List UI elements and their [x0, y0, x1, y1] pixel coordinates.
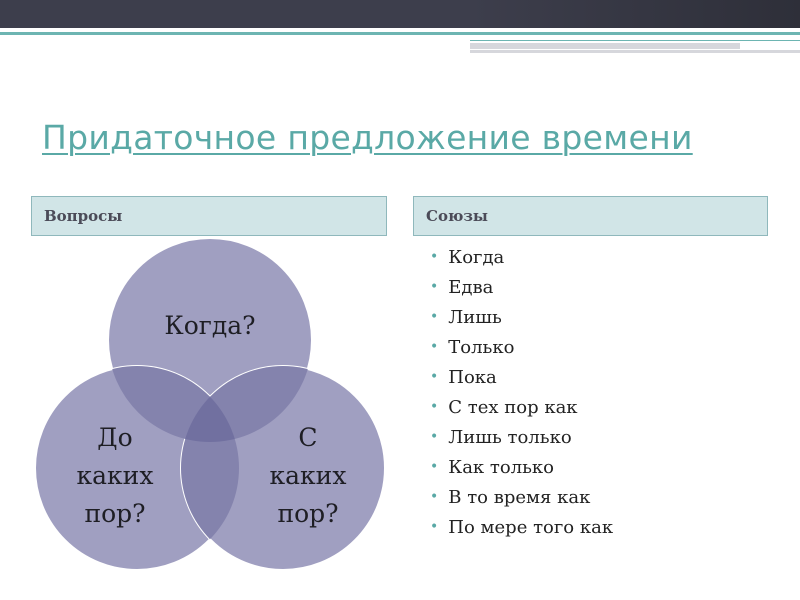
conjunctions-list [430, 242, 613, 542]
bullet-icon: • [430, 459, 439, 475]
bullet-icon: • [430, 249, 439, 265]
list-item [430, 242, 613, 272]
list-item-label: В то время как [448, 487, 591, 508]
list-item [430, 452, 613, 482]
circle-left-label-1: каких [76, 461, 154, 490]
list-item-label: Как только [448, 457, 555, 478]
bullet-icon: • [430, 429, 439, 445]
list-item-label: Едва [448, 277, 494, 298]
list-item-label: Лишь [448, 307, 502, 328]
list-item [430, 392, 613, 422]
list-item [430, 332, 613, 362]
bullet-icon: • [430, 339, 439, 355]
page-title: Придаточное предложение времени [42, 118, 693, 157]
list-item [430, 512, 613, 542]
list-item [430, 482, 613, 512]
list-item-label: Пока [448, 367, 497, 388]
list-item-label: С тех пор как [448, 397, 578, 418]
conjunctions-header: Союзы [413, 196, 768, 236]
bullet-icon: • [430, 279, 439, 295]
circle-left-label-0: До [97, 423, 133, 452]
list-item-label: По мере того как [448, 517, 614, 538]
list-item [430, 362, 613, 392]
list-item-label: Только [448, 337, 515, 358]
list-item [430, 422, 613, 452]
circle-left-label-2: пор? [84, 499, 146, 528]
bullet-icon: • [430, 369, 439, 385]
bullet-icon: • [430, 519, 439, 535]
circle-top-label-0: Когда? [164, 311, 256, 340]
circle-right-label-1: каких [269, 461, 347, 490]
questions-header: Вопросы [31, 196, 387, 236]
list-item [430, 272, 613, 302]
list-item-label: Когда [448, 247, 505, 268]
bullet-icon: • [430, 399, 439, 415]
circle-right-label-2: пор? [277, 499, 339, 528]
circle-right-label-0: С [298, 423, 318, 452]
list-item [430, 302, 613, 332]
bullet-icon: • [430, 309, 439, 325]
bullet-icon: • [430, 489, 439, 505]
list-item-label: Лишь только [448, 427, 572, 448]
